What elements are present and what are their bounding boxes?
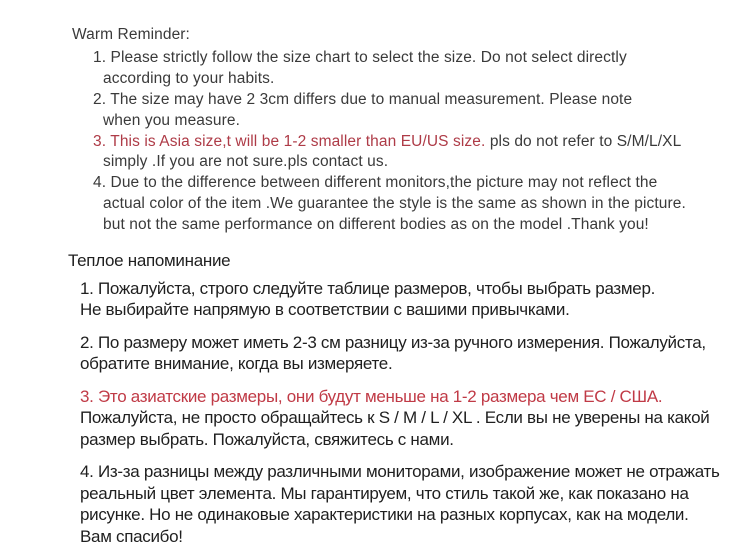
english-body-text: pls do not refer to S/M/L/XL bbox=[489, 132, 682, 150]
russian-text-line bbox=[68, 386, 738, 408]
russian-highlighted-text: 3. Это азиатские размеры, они будут меньше на 1-2 размера чем ЕС / США. bbox=[80, 386, 663, 406]
russian-heading: Теплое напоминание bbox=[68, 251, 231, 270]
english-highlighted-text: 3. This is Asia size,t will be 1-2 smaller than EU/US size. bbox=[93, 132, 490, 150]
russian-text-line bbox=[68, 278, 738, 300]
russian-text-line bbox=[68, 526, 738, 548]
english-reminder-section bbox=[72, 25, 732, 236]
english-body-text: 2. The size may have 2 3cm differs due to manual measurement. Please note bbox=[93, 90, 633, 108]
russian-text-line bbox=[68, 407, 738, 429]
english-body-text: but not the same performance on different bodies as on the model .Thank you! bbox=[103, 216, 649, 234]
russian-body-text: рисунке. Но не одинаковые характеристики на разных корпусах, как на модели. bbox=[80, 505, 689, 524]
russian-body-text: реальный цвет элемента. Мы гарантируем, что стиль такой же, как показано на bbox=[80, 483, 689, 503]
russian-body-text: обратите внимание, когда вы измеряете. bbox=[80, 354, 393, 373]
russian-text-line bbox=[68, 483, 738, 505]
english-text-line bbox=[72, 111, 732, 132]
russian-text-line bbox=[68, 353, 738, 375]
russian-body-text: 1. Пожалуйста, строго следуйте таблице размеров, чтобы выбрать размер. bbox=[80, 278, 656, 298]
english-text-line bbox=[72, 152, 732, 173]
russian-body-text: Не выбирайте напрямую в соответствии с вашими привычками. bbox=[80, 300, 570, 319]
russian-body-text: Вам спасибо! bbox=[80, 526, 183, 546]
english-body-text: according to your habits. bbox=[103, 69, 275, 87]
english-body-text: simply .If you are not sure.pls contact us. bbox=[103, 153, 389, 171]
english-body-text: actual color of the item .We guarantee the style is the same as shown in the picture. bbox=[103, 195, 686, 213]
english-text-line bbox=[72, 173, 732, 194]
russian-text-line bbox=[68, 429, 738, 451]
russian-reminder-section bbox=[68, 250, 738, 547]
russian-text-line bbox=[68, 332, 738, 354]
english-text-line bbox=[72, 215, 732, 236]
russian-text-line bbox=[68, 504, 738, 526]
english-body-text: when you measure. bbox=[103, 111, 240, 129]
english-text-line bbox=[72, 194, 732, 215]
russian-lines bbox=[68, 278, 738, 548]
russian-body-text: 4. Из-за разницы между различными мониторами, изображение может не отражать bbox=[80, 462, 720, 481]
russian-body-text: Пожалуйста, не просто обращайтесь к S / M / L / XL . Если вы не уверены на какой bbox=[80, 408, 710, 427]
russian-text-line bbox=[68, 461, 738, 483]
english-body-text: 4. Due to the difference between different monitors,the picture may not reflect the bbox=[93, 174, 658, 192]
english-lines bbox=[72, 48, 732, 236]
russian-text-line bbox=[68, 299, 738, 321]
english-heading: Warm Reminder: bbox=[72, 26, 190, 43]
russian-body-text: размер выбрать. Пожалуйста, свяжитесь с нами. bbox=[80, 429, 454, 449]
english-text-line bbox=[72, 48, 732, 69]
english-text-line bbox=[72, 69, 732, 90]
english-text-line bbox=[72, 90, 732, 111]
english-text-line bbox=[72, 132, 732, 153]
russian-body-text: 2. По размеру может иметь 2-3 см разницу из-за ручного измерения. Пожалуйста, bbox=[80, 332, 706, 352]
english-body-text: 1. Please strictly follow the size chart to select the size. Do not select directly bbox=[93, 48, 627, 66]
